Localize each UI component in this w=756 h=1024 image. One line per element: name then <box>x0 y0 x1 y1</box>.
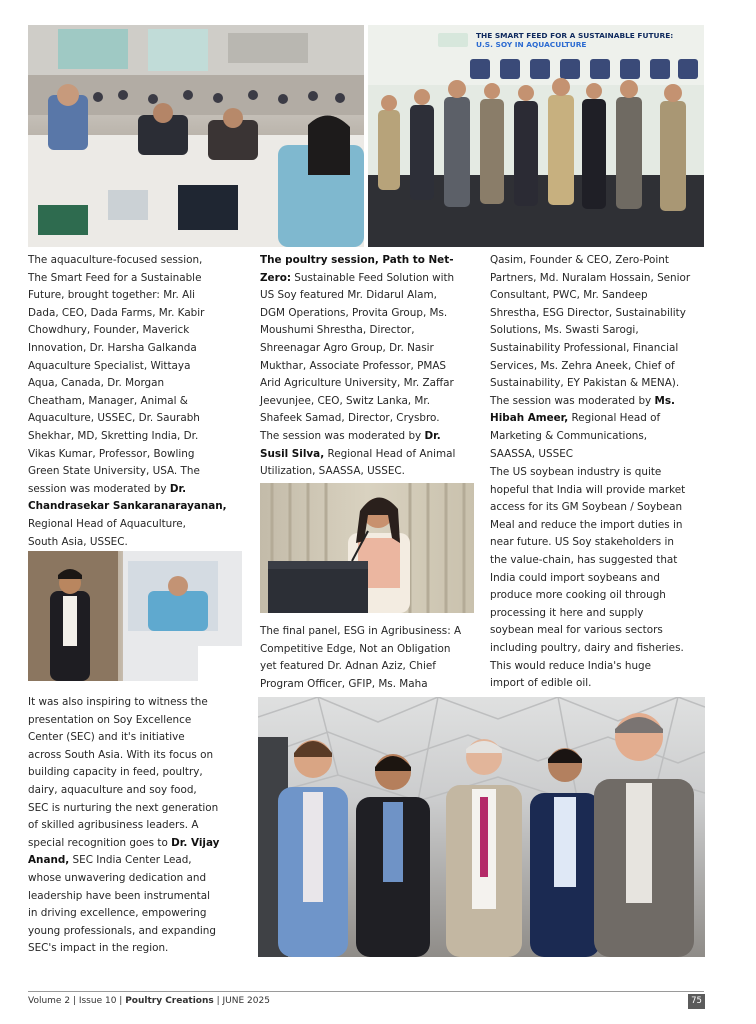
col1-p2-line: building capacity in feed, poultry, <box>28 766 203 779</box>
col1-p2-line: presentation on Soy Excellence <box>28 713 192 726</box>
col1-p2-line: of skilled agribusiness leaders. A <box>28 819 199 832</box>
col1-p2-line: special recognition goes to Dr. Vijay <box>28 836 220 849</box>
panel-group-photo <box>368 25 704 247</box>
col2-p1-line: The session was moderated by Dr. <box>260 429 441 442</box>
col2-p1-line: Utilization, SAASSA, USSEC. <box>260 465 405 478</box>
col2-p1-line: Zero: Sustainable Feed Solution with <box>260 271 455 284</box>
col3-p1-line: Qasim, Founder & CEO, Zero-Point <box>490 254 669 266</box>
footer-rule <box>28 991 704 992</box>
col1-para2 <box>28 694 254 958</box>
col2-p1-line: Susil Silva, Regional Head of Animal <box>260 447 456 460</box>
col2-p1-line: Arid Agriculture University, Mr. Zaffar <box>260 377 454 390</box>
col1-p1-line: Chowdhury, Founder, Maverick <box>28 324 190 337</box>
col1-p2-line: Anand, SEC India Center Lead, <box>28 854 192 867</box>
col2-p1-line: Shafeek Samad, Director, Crysbro. <box>260 412 440 425</box>
col1-p1-line: Innovation, Dr. Harsha Galkanda <box>28 341 197 354</box>
col1-p1-line: The aquaculture-focused session, <box>28 254 203 266</box>
col1-p1-line: Shekhar, MD, Skretting India, Dr. <box>28 429 199 442</box>
col2-p1-line: DGM Operations, Provita Group, Ms. <box>260 306 448 319</box>
col2-p2-line: The final panel, ESG in Agribusiness: A <box>260 625 462 637</box>
col3-p2-line: Meal and reduce the import duties in <box>490 518 683 531</box>
col3-p2-line: India could import soybeans and <box>490 571 660 584</box>
footer-volume: Volume 2 <box>28 996 71 1006</box>
banner-title-line1: THE SMART FEED FOR A SUSTAINABLE FUTURE: <box>476 31 674 40</box>
col1-p1-line: South Asia, USSEC. <box>28 535 128 548</box>
col2-para2 <box>260 623 486 693</box>
footer-magazine-name: Poultry Creations <box>125 996 214 1006</box>
col1-p2-line: whose unwavering dedication and <box>28 871 207 884</box>
col1-p2-line: It was also inspiring to witness the <box>28 696 208 708</box>
col1-p2-line: in driving excellence, empowering <box>28 907 207 920</box>
col3-p1-line: Shrestha, ESG Director, Sustainability <box>490 306 686 319</box>
podium-illustration <box>260 483 474 613</box>
col2-p2-line: Program Officer, GFIP, Ms. Maha <box>260 677 428 690</box>
col3-p2-line: soybean meal for various sectors <box>490 624 663 637</box>
panel-stage-illustration <box>368 25 704 247</box>
col3-p1-line: Consultant, PWC, Mr. Sandeep <box>490 289 648 302</box>
footer-issue: Issue 10 <box>78 996 117 1006</box>
col2-para1 <box>260 252 486 481</box>
col3-p1-line: Partners, Md. Nuralam Hossain, Senior <box>490 271 691 284</box>
col2-p1-line: Jeevunjee, CEO, Switz Lanka, Mr. <box>260 394 430 407</box>
col1-p2-line: young professionals, and expanding <box>28 924 216 937</box>
col1-p2-line: across South Asia. With its focus on <box>28 748 214 761</box>
col1-p1-line: Dada, CEO, Dada Farms, Mr. Kabir <box>28 306 205 319</box>
footer-separator: | <box>116 996 126 1006</box>
col1-p1-line: Aquaculture, USSEC, Dr. Saurabh <box>28 412 200 425</box>
col3-p1-line: Solutions, Ms. Swasti Sarogi, <box>490 324 639 337</box>
col2-p1-line: Moushumi Shrestha, Director, <box>260 324 415 337</box>
ussec-logo <box>438 33 468 47</box>
col2-p1-line: Shreenagar Agro Group, Dr. Nasir <box>260 341 434 354</box>
col1-p1-line: Future, brought together: Mr. Ali <box>28 289 195 302</box>
col1-p1-line: Aqua, Canada, Dr. Morgan <box>28 377 165 390</box>
footer-separator: | <box>213 996 223 1006</box>
col2-p1-line: US Soy featured Mr. Didarul Alam, <box>260 289 437 302</box>
col3-p1-line: Hibah Ameer, Regional Head of <box>490 412 661 425</box>
col1-para1 <box>28 252 254 551</box>
col3-para2 <box>490 464 710 693</box>
col3-p2-line: produce more cooking oil through <box>490 589 666 602</box>
footer-date: JUNE 2025 <box>222 996 270 1006</box>
col1-p1-line: session was moderated by Dr. <box>28 482 187 495</box>
col3-p2-line: The US soybean industry is quite <box>490 466 662 478</box>
col3-p1-line: SAASSA, USSEC <box>490 447 574 460</box>
col1-p1-line: Cheatham, Manager, Animal & <box>28 394 188 407</box>
speaker-presentation-photo <box>28 551 242 681</box>
col1-p1-line: Green State University, USA. The <box>28 465 200 478</box>
banner-title <box>476 31 698 49</box>
col3-p1-line: Sustainability, EY Pakistan & MENA). <box>490 377 680 390</box>
col3-p1-line: Services, Ms. Zehra Aneek, Chief of <box>490 359 675 372</box>
conference-hall-photo <box>28 25 364 247</box>
col3-p2-line: hopeful that India will provide market <box>490 483 686 496</box>
col1-p1-line: Regional Head of Aquaculture, <box>28 517 186 530</box>
col1-p2-line: dairy, aquaculture and soy food, <box>28 783 197 796</box>
col1-p2-line: SEC is nurturing the next generation <box>28 801 219 814</box>
col3-p2-line: the value-chain, has suggested that <box>490 553 678 566</box>
col2-p1-line: Mukthar, Associate Professor, PMAS <box>260 359 447 372</box>
delegates-illustration <box>258 697 705 957</box>
col3-p1-line: Marketing & Communications, <box>490 429 648 442</box>
col1-p1-line: The Smart Feed for a Sustainable <box>28 271 202 284</box>
banner-title-line2: U.S. SOY IN AQUACULTURE <box>476 40 587 49</box>
col3-p2-line: import of edible oil. <box>490 677 592 690</box>
col2-p2-line: Competitive Edge, Not an Obligation <box>260 642 451 655</box>
col1-p2-line: SEC's impact in the region. <box>28 942 169 955</box>
col3-p1-line: Sustainability Professional, Financial <box>490 341 679 354</box>
col1-p2-line: leadership have been instrumental <box>28 889 211 902</box>
col2-p2-line: yet featured Dr. Adnan Aziz, Chief <box>260 660 436 673</box>
moderator-podium-photo <box>260 483 474 613</box>
speaker-illustration <box>28 551 242 681</box>
col1-p2-line: Center (SEC) and it's initiative <box>28 731 185 744</box>
conference-hall-illustration <box>28 25 364 247</box>
delegates-group-photo <box>258 697 705 957</box>
page-footer <box>28 996 270 1006</box>
col3-p1-line: The session was moderated by Ms. <box>490 394 675 407</box>
col2-p1-line: The poultry session, Path to Net- <box>260 254 454 266</box>
col1-p1-line: Aquaculture Specialist, Wittaya <box>28 359 191 372</box>
col3-p2-line: This would reduce India's huge <box>490 659 652 672</box>
col3-p2-line: including poultry, dairy and fisheries. <box>490 641 684 654</box>
footer-separator: | <box>70 996 79 1006</box>
col1-p1-line: Vikas Kumar, Professor, Bowling <box>28 447 195 460</box>
col3-para1 <box>490 252 710 463</box>
col3-p2-line: access for its GM Soybean / Soybean <box>490 501 683 514</box>
page-number: 75 <box>688 994 705 1009</box>
col3-p2-line: processing it here and supply <box>490 606 644 619</box>
col3-p2-line: near future. US Soy stakeholders in <box>490 536 674 549</box>
col1-p1-line: Chandrasekar Sankaranarayanan, <box>28 500 227 513</box>
